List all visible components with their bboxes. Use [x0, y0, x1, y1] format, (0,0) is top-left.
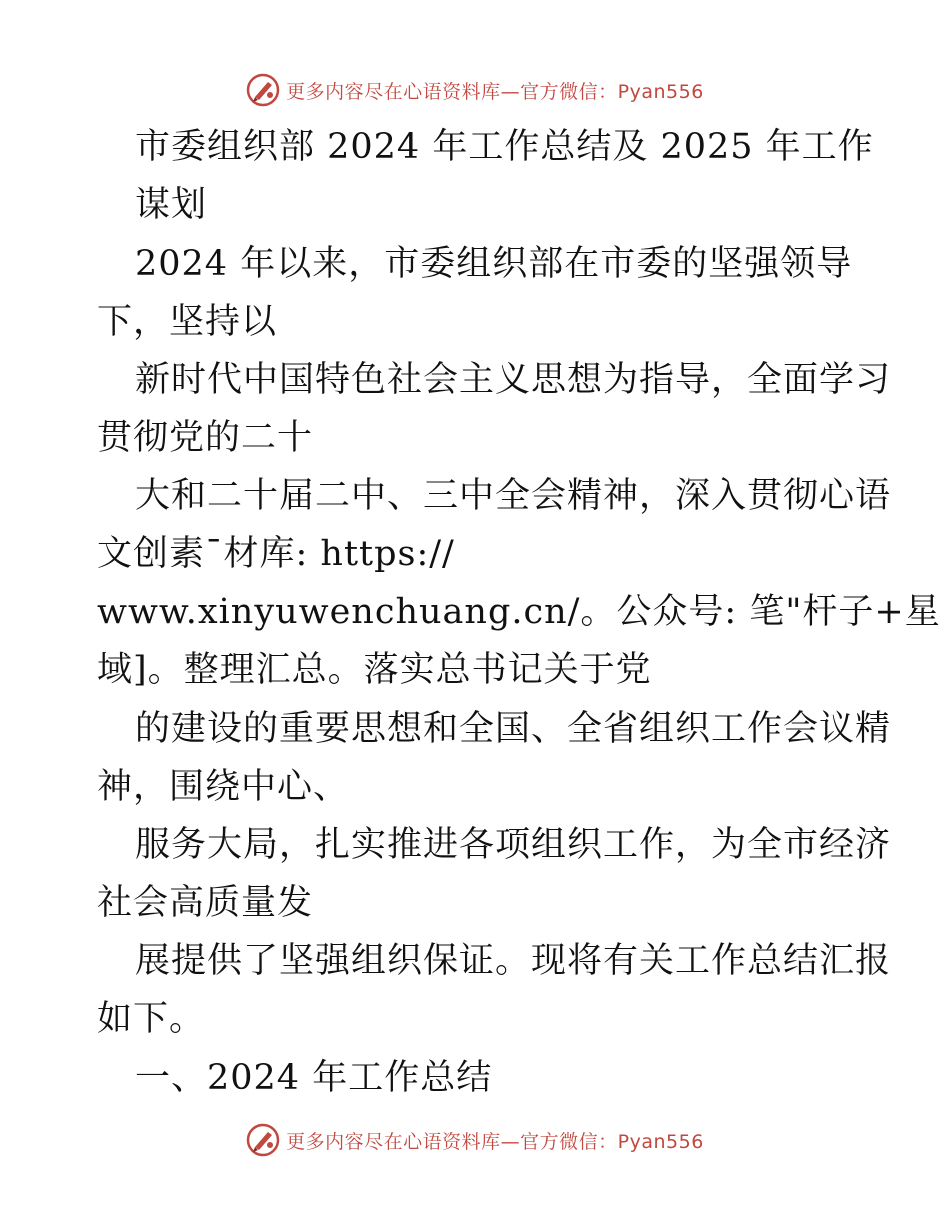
header-banner-text: 更多内容尽在心语资料库—官方微信：Pyan556	[286, 80, 704, 103]
footer-banner-text: 更多内容尽在心语资料库—官方微信：Pyan556	[286, 1130, 704, 1153]
header-banner[interactable]	[0, 70, 950, 110]
document-title-line-2: 谋划	[135, 185, 208, 225]
body-line: 的建设的重要思想和全国、全省组织工作会议精	[135, 709, 892, 749]
body-line: 服务大局，扎实推进各项组织工作，为全市经济	[135, 825, 892, 865]
body-line: 域]。整理汇总。落实总书记关于党	[97, 650, 652, 690]
body-line: 神，围绕中心、	[97, 767, 350, 807]
pen-seal-logo-icon	[246, 1123, 280, 1157]
body-line: 贯彻党的二十	[97, 418, 314, 458]
body-line: 展提供了坚强组织保证。现将有关工作总结汇报	[135, 941, 892, 981]
document-title-line-1: 市委组织部 2024 年工作总结及 2025 年工作	[135, 127, 874, 167]
footer-banner[interactable]	[0, 1120, 950, 1160]
body-line: 下，坚持以	[97, 302, 278, 342]
body-line: 大和二十届二中、三中全会精神，深入贯彻心语	[135, 476, 892, 516]
body-line: 文创素¯材库: https://	[97, 534, 455, 574]
body-line-url: www.xinyuwenchuang.cn/。公众号: 笔"杆子+星	[97, 592, 941, 632]
body-line: 2024 年以来，市委组织部在市委的坚强领导	[135, 244, 853, 284]
body-line: 新时代中国特色社会主义思想为指导，全面学习	[135, 360, 892, 400]
section-heading: 一、2024 年工作总结	[135, 1058, 493, 1098]
pen-seal-logo-icon	[246, 73, 280, 107]
body-line: 如下。	[97, 999, 206, 1039]
body-line: 社会高质量发	[97, 883, 314, 923]
